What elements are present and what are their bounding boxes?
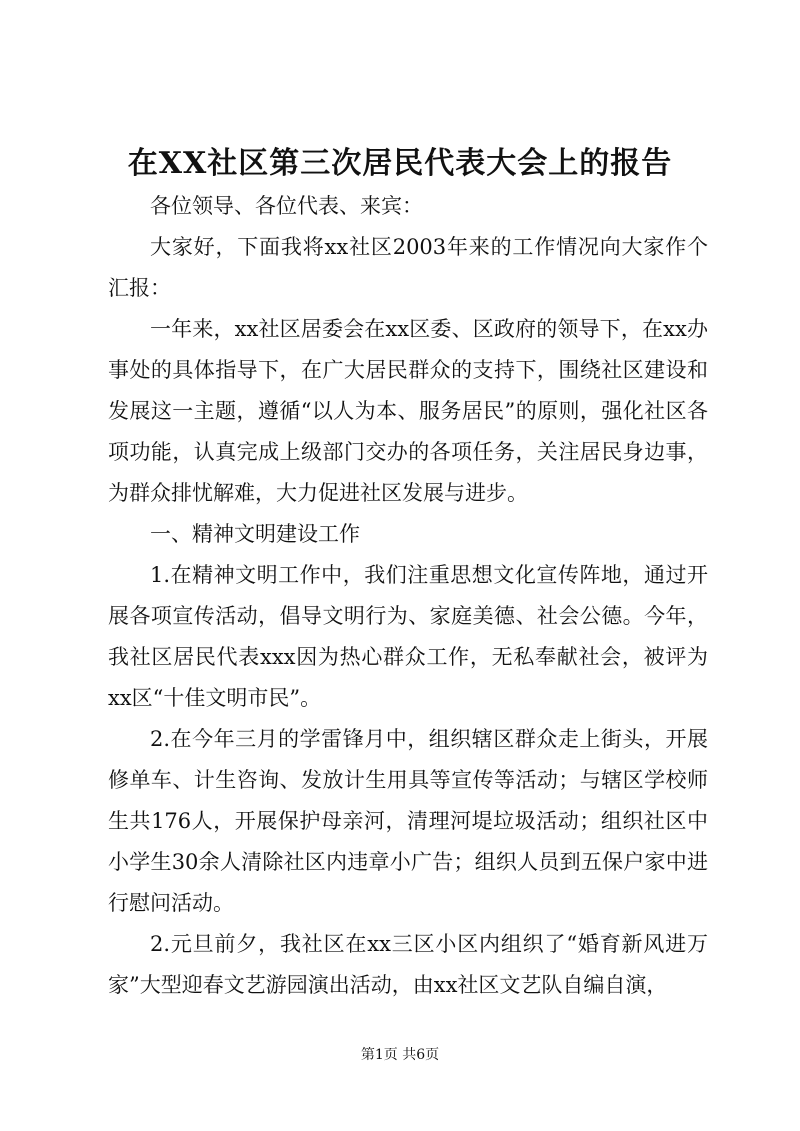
paragraph-greeting: 各位领导、各位代表、来宾： [150, 194, 423, 218]
document-title: 在XX社区第三次居民代表大会上的报告 [127, 146, 673, 181]
document-body [108, 186, 708, 1006]
page-number: 第1页 共6页 [360, 1047, 440, 1063]
section-heading: 一、精神文明建设工作 [150, 522, 360, 546]
paragraph-item-1: 1.在精神文明工作中，我们注重思想文化宣传阵地，通过开展各项宣传活动，倡导文明行为、家庭美德、社会公德。今年，我社区居民代表xxx因为热心群众工作，无私奉献社会，被评为xx区“十佳文明市民”。 [108, 563, 708, 710]
paragraph-intro: 大家好，下面我将xx社区2003年来的工作情况向大家作个汇报： [108, 235, 708, 300]
paragraph-overview: 一年来，xx社区居委会在xx区委、区政府的领导下，在xx办事处的具体指导下，在广大居民群众的支持下，围绕社区建设和发展这一主题，遵循“以人为本、服务居民”的原则，强化社区各项功能，认真完成上级部门交办的各项任务，关注居民身边事，为群众排忧解难，大力促进社区发展与进步。 [108, 317, 708, 505]
paragraph-item-3: 2.元旦前夕，我社区在xx三区小区内组织了“婚育新风进万家”大型迎春文艺游园演出活动，由xx社区文艺队自编自演， [108, 932, 708, 997]
paragraph-item-2: 2.在今年三月的学雷锋月中，组织辖区群众走上街头，开展修单车、计生咨询、发放计生用具等宣传等活动；与辖区学校师生共176人，开展保护母亲河，清理河堤垃圾活动；组织社区中小学生30余人清除社区内违章小广告；组织人员到五保户家中进行慰问活动。 [108, 727, 708, 915]
